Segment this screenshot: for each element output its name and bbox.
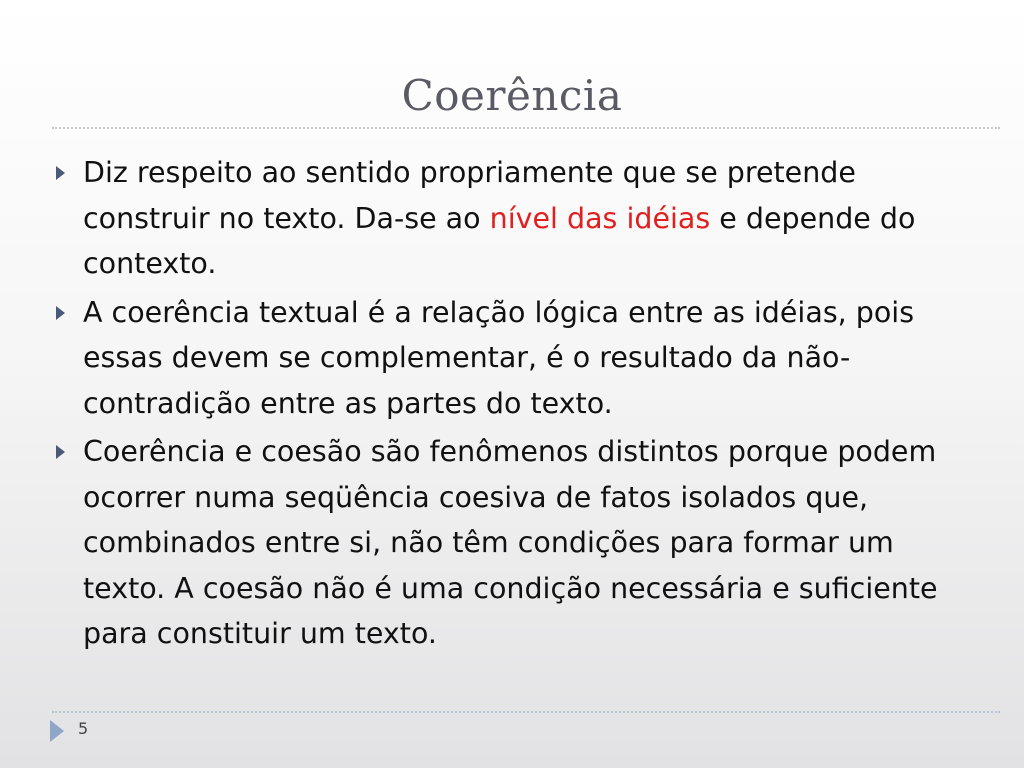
title-divider [52,127,1000,129]
highlighted-text: nível das idéias [489,201,711,235]
bullet-text: Coerência e coesão são fenômenos distintos porque podem ocorrer numa seqüência coesiva de fatos isolados que, combinados entre si, não têm condições para formar um texto. A coesão não é uma condição necessária e suficiente para constituir um texto. [83,435,938,650]
bullet-item-3 [50,429,950,657]
bullet-arrow-icon [56,445,65,459]
footer-arrow-icon [50,720,64,742]
footer-divider [52,711,1000,713]
page-number: 5 [78,719,89,738]
bullet-list [50,150,950,660]
bullet-text-part: e depende do contexto. [83,201,916,280]
bullet-text-part: Diz respeito ao sentido propriamente que se pretende construir no texto. Da-se ao [83,156,856,235]
bullet-arrow-icon [56,306,65,320]
bullet-item-1 [50,150,950,287]
bullet-text: A coerência textual é a relação lógica entre as idéias, pois essas devem se complementar, é o resultado da não-contradição entre as partes do texto. [83,295,915,420]
bullet-arrow-icon [56,166,65,180]
bullet-item-2 [50,290,950,427]
slide-title: Coerência [401,71,623,120]
